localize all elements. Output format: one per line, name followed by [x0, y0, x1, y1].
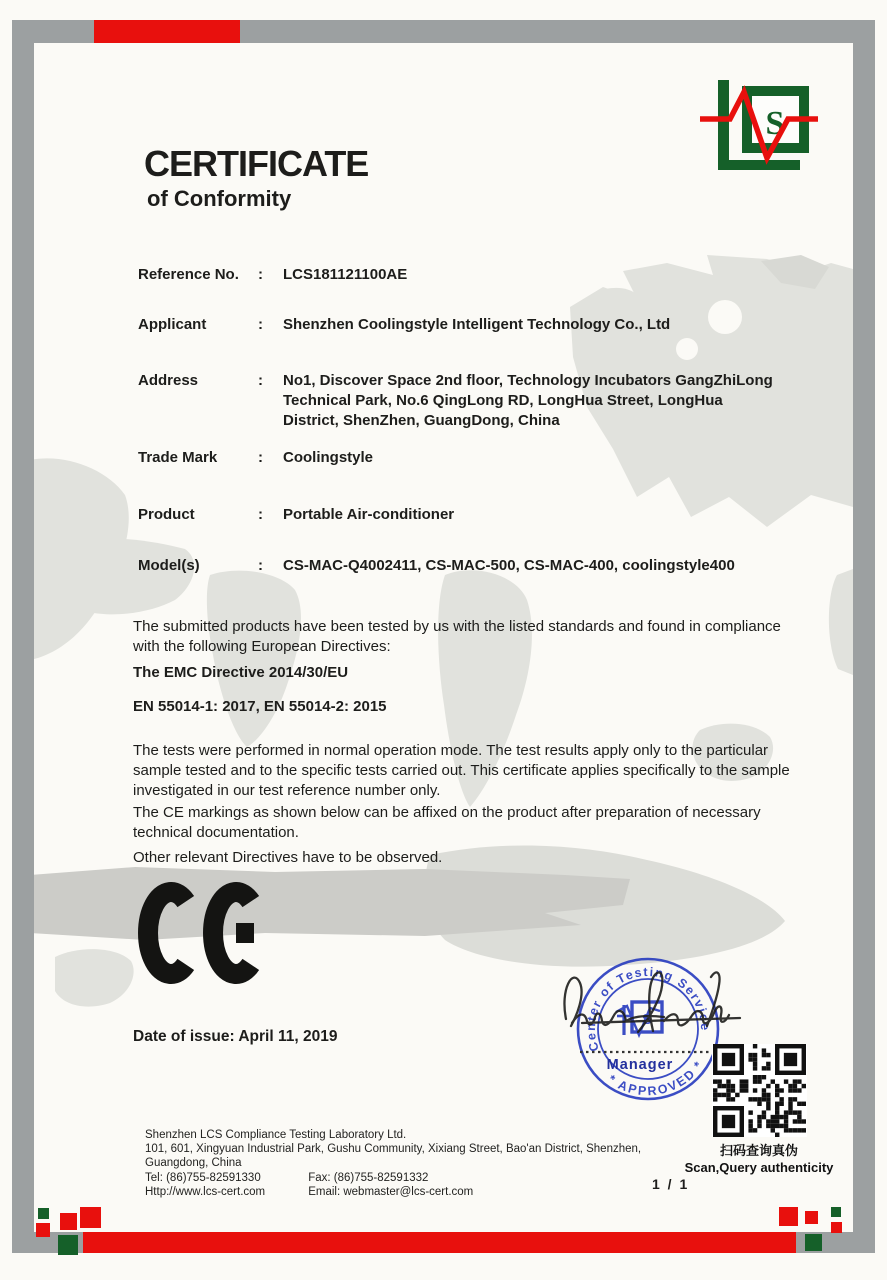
field-row-address [138, 371, 818, 431]
lcs-logo-icon [700, 78, 820, 173]
field-label: Model(s) [138, 557, 200, 574]
issuer-phone-line [145, 1171, 641, 1185]
statement-other-directives: Other relevant Directives have to be observed. [133, 849, 443, 866]
field-value: Portable Air-conditioner [283, 506, 455, 523]
stamp-logo-letter: S [641, 1011, 653, 1028]
frame-left [12, 20, 34, 1253]
ce-mark-icon [128, 882, 263, 985]
field-label: Trade Mark [138, 449, 218, 466]
corner-square [779, 1207, 798, 1226]
issuer-address-line2: Guangdong, China [145, 1157, 242, 1170]
field-colon: : [258, 372, 263, 389]
issuer-website: Http://www.lcs-cert.com [145, 1185, 266, 1198]
issuer-web-line [145, 1185, 641, 1199]
qr-block [678, 1044, 840, 1176]
corner-square [831, 1222, 842, 1233]
statement-ce-marking: The CE markings as shown below can be affixed on the product after preparation of necessary technical documentation. [133, 804, 761, 841]
issuer-company: Shenzhen LCS Compliance Testing Laboratory Ltd. [145, 1129, 407, 1141]
corner-square [80, 1207, 101, 1228]
field-label: Applicant [138, 316, 207, 333]
field-label: Address [138, 372, 199, 389]
field-value: Coolingstyle [283, 449, 374, 466]
corner-square [805, 1234, 822, 1251]
field-colon: : [258, 506, 263, 523]
logo-letter: S [765, 105, 785, 142]
qr-code [712, 1044, 807, 1137]
svg-text:Center of Testing Service [574, 955, 714, 1054]
statement-test-scope: The tests were performed in normal operation mode. The test results apply only to the particular sample tested and to the specific tests carried out. This certificate applies specifically to the sample investigated in our test reference number only. [133, 742, 790, 799]
field-value: No1, Discover Space 2nd floor, Technology Incubators GangZhiLong Technical Park, No.6 QingLong RD, LongHua Street, LongHua District, ShenZhen, GuangDong, China [283, 372, 773, 429]
corner-square [38, 1208, 49, 1219]
field-row-product [138, 505, 818, 525]
field-row-trademark [138, 448, 818, 468]
field-colon: : [258, 449, 263, 466]
statement-directive: The EMC Directive 2014/30/EU [133, 664, 349, 681]
field-row-reference [138, 265, 818, 285]
date-of-issue: Date of issue: April 11, 2019 [133, 1028, 338, 1045]
stamp-ring-text: Center of Testing Service [583, 964, 713, 1054]
corner-square [36, 1223, 50, 1237]
bottom-red-bar [83, 1232, 796, 1253]
frame-right [853, 20, 875, 1253]
issuer-tel: Tel: (86)755-82591330 [145, 1171, 261, 1184]
logo-l-foot [718, 160, 800, 170]
certificate-subtitle: of Conformity [147, 186, 292, 211]
statement-intro: The submitted products have been tested by us with the listed standards and found in compliance with the following European Directives: [133, 618, 781, 655]
field-value: CS-MAC-Q4002411, CS-MAC-500, CS-MAC-400, coolingstyle400 [283, 557, 735, 574]
field-colon: : [258, 266, 263, 283]
field-colon: : [258, 316, 263, 333]
field-value: LCS181121100AE [283, 266, 408, 283]
field-row-applicant [138, 315, 818, 335]
field-colon: : [258, 557, 263, 574]
field-value: Shenzhen Coolingstyle Intelligent Technology Co., Ltd [283, 316, 671, 333]
corner-square [831, 1207, 841, 1217]
statement-standards: EN 55014-1: 2017, EN 55014-2: 2015 [133, 698, 387, 715]
corner-square [58, 1235, 78, 1255]
field-label: Product [138, 506, 195, 523]
stamp-approved-text: * APPROVED * [605, 1057, 707, 1099]
top-red-accent [94, 20, 240, 43]
field-row-models [138, 556, 818, 576]
corner-square [805, 1211, 818, 1224]
stamp-signer-role: Manager [606, 1057, 674, 1073]
issuer-email: Email: webmaster@lcs-cert.com [308, 1185, 474, 1198]
field-label: Reference No. [138, 266, 239, 283]
issuer-address-line1: 101, 601, Xingyuan Industrial Park, Gushu Community, Xixiang Street, Bao'an District, Shenzhen, [145, 1143, 642, 1156]
issuer-footer [145, 1128, 641, 1199]
logo-l-bar [718, 80, 729, 170]
qr-caption-en: Scan,Query authenticity [684, 1160, 834, 1175]
certificate-title: CERTIFICATE [144, 143, 369, 184]
corner-square [60, 1213, 77, 1230]
page-number: 1 / 1 [652, 1176, 690, 1192]
qr-caption-zh: 扫码查询真伪 [719, 1143, 798, 1158]
issuer-fax: Fax: (86)755-82591332 [308, 1171, 429, 1184]
